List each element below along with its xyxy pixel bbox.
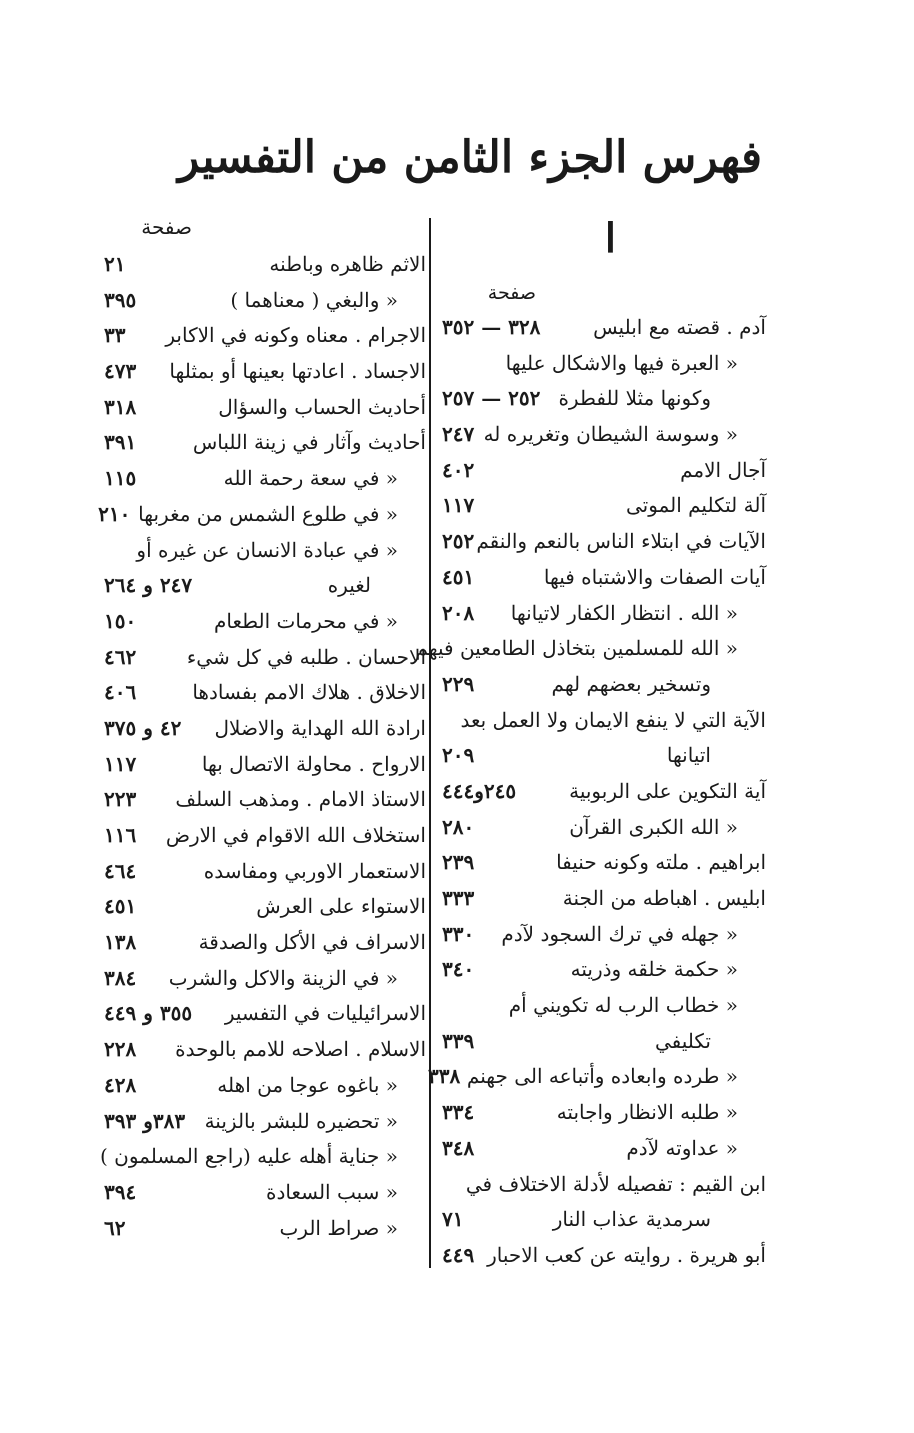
entry-text: « في محرمات الطعام [213,608,398,633]
entry-page: ٤٥١ [104,894,137,919]
entry-page: ٣٩٤ [104,1179,137,1204]
entry-page: ٢٤٧ [442,422,475,447]
index-entry [98,395,426,431]
index-entry [436,743,766,779]
index-entry [98,645,426,681]
index-entry [436,886,766,922]
entry-text: « صراط الرب [279,1215,398,1240]
index-entry [98,359,426,395]
entry-page: ٣٤٨ [442,1135,475,1160]
entry-text: لغيره [327,573,371,598]
entry-text: اتيانها [666,743,711,768]
entry-text: أبو هريرة . روايته عن كعب الاحبار [487,1242,766,1267]
index-entry [436,1172,766,1208]
index-entry [98,1037,426,1073]
entry-page: ٣٨٣و ٣٩٣ [104,1108,186,1133]
index-entry [436,779,766,815]
entry-page: ٢٤٧ و ٢٦٤ [104,573,193,598]
entry-text: « العبرة فيها والاشكال عليها [505,350,738,375]
entry-text: الاسراف في الأكل والصدقة [198,930,426,955]
entry-text: استخلاف الله الاقوام في الارض [165,823,426,847]
index-entry [436,708,766,744]
index-entry [98,1144,426,1180]
entry-text: الاستاذ الامام . ومذهب السلف [175,787,426,812]
entry-page: ٣١٨ [104,394,137,419]
page-heading-right: صفحة [487,282,536,304]
entry-text: « في عبادة الانسان عن غيره أو [136,537,398,562]
entry-page: ٣٤٠ [442,957,475,982]
entry-text: أحاديث وآثار في زينة اللباس [192,430,426,455]
entry-page: ٢٥٢ [442,529,475,554]
entry-text: ابن القيم : تفصيله لأدلة الاختلاف في [465,1171,766,1196]
entry-page: ١١٦ [104,823,137,847]
entry-text: « في طلوع الشمس من مغربها [138,501,398,526]
index-entry [98,466,426,502]
index-entry [98,859,426,895]
entry-text: « الله الكبرى القرآن [569,814,738,839]
entry-page: ٢٨٠ [442,814,475,839]
entry-text: الاجساد . اعادتها بعينها أو بمثلها [169,359,426,384]
entry-page: ٢٠٨ [442,600,475,625]
entry-page: ٤٦٢ [104,644,137,669]
entry-text: الارواح . محاولة الاتصال بها [201,751,426,776]
section-letter: ا [604,215,616,262]
entry-page: ٢٢٣ [104,787,137,812]
entry-text: « جهله في ترك السجود لآدم [501,921,738,946]
index-entry [436,1029,766,1065]
entry-text: آدم . قصته مع ابليس [593,315,766,339]
index-entry [428,1064,766,1100]
index-entry [436,1243,766,1279]
entry-text: وتسخير بعضهم لهم [551,671,711,696]
entry-page: ٣٣٩ [442,1028,475,1053]
entry-page: ٢٠٩ [442,743,475,768]
entry-page: ٣٩١ [104,430,137,455]
index-entry [436,922,766,958]
index-entry [98,1001,426,1037]
entry-page: ٣٣٣ [442,886,475,910]
entry-text: « والبغي ( معناهما ) [230,287,398,312]
index-entry [98,894,426,930]
index-entry [436,601,766,637]
entry-text: « وسوسة الشيطان وتغريره له [483,422,738,447]
index-entry [436,529,766,565]
index-entry [436,957,766,993]
index-entry [436,815,766,851]
index-entry [436,1100,766,1136]
index-entry [98,430,426,466]
entry-text: « في سعة رحمة الله [223,466,398,491]
index-entry [98,609,426,645]
index-entry [436,315,766,351]
entry-text: آيات الصفات والاشتباه فيها [543,564,766,589]
index-entry [98,966,426,1002]
entry-page: ٣٣٨ [428,1064,461,1089]
entry-page: ١٣٨ [104,930,137,955]
entry-text: « باغوه عوجا من اهله [217,1072,398,1097]
entry-text: ابليس . اهباطه من الجنة [562,886,766,910]
index-entry [436,1136,766,1172]
index-entry [98,1109,426,1145]
entry-page: ٢٢٩ [442,671,475,696]
index-entry [98,1180,426,1216]
index-entry [436,672,766,708]
index-entry [98,573,426,609]
index-entry [98,680,426,716]
index-entry [436,1207,766,1243]
entry-text: الاسرائيليات في التفسير [224,1001,426,1026]
entry-page: ٣٣ [104,323,126,348]
index-entry [98,538,426,574]
entry-text: « طلبه الانظار واجابته [556,1100,738,1125]
entry-text: « جناية أهله عليه (راجع المسلمون ) [99,1144,398,1169]
entry-page: ١١٧ [104,751,137,776]
entry-text: « طرده وابعاده وأتباعه الى جهنم [466,1064,738,1089]
entry-page: ٢٢٨ [104,1037,137,1062]
entry-text: « سبب السعادة [265,1179,398,1204]
entry-text: الاخلاق . هلاك الامم بفسادها [192,680,426,705]
entry-page: ٦٢ [104,1215,126,1240]
entry-text: الاثم ظاهره وباطنه [269,252,426,276]
index-entry [415,636,766,672]
index-entry [436,850,766,886]
index-entry [98,787,426,823]
entry-page: ٣٣٠ [442,921,475,946]
entry-text: الاستعمار الاوربي ومفاسده [203,858,426,883]
entry-text: آلة لتكليم الموتى [625,493,766,518]
entry-text: الاجرام . معناه وكونه في الاكابر [165,323,426,348]
entry-page: ١٥٠ [104,608,137,633]
entry-page: ٣٨٤ [104,965,137,990]
index-entry [436,993,766,1029]
entry-text: « في الزينة والاكل والشرب [168,965,398,990]
entry-text: آية التكوين على الربوبية [569,778,766,803]
entry-text: الاستواء على العرش [256,894,426,919]
entry-page: ٢٣٩ [442,850,475,875]
index-entry [436,458,766,494]
entry-text: الآية التي لا ينفع الايمان ولا العمل بعد [460,707,766,732]
entry-text: « الله للمسلمين بتخاذل الطامعين فيهم [415,636,738,661]
entry-text: أحاديث الحساب والسؤال [218,394,426,419]
entry-page: ٤٦٤ [104,858,137,883]
entry-text: « تحضيره للبشر بالزينة [204,1108,398,1133]
index-entry [98,716,426,752]
entry-page: ٣٢٨ — ٣٥٢ [442,315,541,339]
page-title: فهرس الجزء الثامن من التفسير [178,132,762,183]
entry-text: الآيات في ابتلاء الناس بالنعم والنقم [476,529,766,554]
index-entry [436,422,766,458]
entry-text: تكليفي [654,1028,711,1053]
entry-text: ارادة الله الهداية والاضلال [214,715,426,740]
index-entry [98,252,426,288]
index-entry [98,930,426,966]
index-entry [436,565,766,601]
entry-page: ٤٥١ [442,564,475,589]
entry-page: ١١٥ [104,466,137,491]
column-divider [429,218,431,1268]
entry-text: « عداوته لآدم [626,1135,738,1160]
index-entry [98,1216,426,1252]
entry-page: ٤٤٩ [442,1242,475,1267]
entry-page: ٤٧٣ [104,359,137,384]
index-entry [98,1073,426,1109]
entry-text: « حكمة خلقه وذريته [570,957,738,982]
index-entry [436,351,766,387]
entry-text: الاحسان . طلبه في كل شيء [186,644,426,669]
entry-page: ٤٠٦ [104,680,137,705]
index-entry [98,502,426,538]
entry-page: ٤٢٨ [104,1072,137,1097]
index-entry [98,823,426,859]
entry-page: ٢١ [104,252,126,276]
index-entry [98,323,426,359]
entry-text: سرمدية عذاب النار [552,1207,711,1232]
index-entry [98,288,426,324]
entry-text: « خطاب الرب له تكويني أم [508,993,738,1018]
index-entry [436,493,766,529]
left-entries [98,252,426,1251]
entry-page: ٤٠٢ [442,457,475,482]
entry-page: ٢٤٥و٤٤٤ [442,778,517,803]
index-entry [436,386,766,422]
entry-text: الاسلام . اصلاحه للامم بالوحدة [175,1037,426,1062]
entry-text: « الله . انتظار الكفار لاتيانها [510,600,738,625]
entry-page: ٣٥٥ و ٤٤٩ [104,1001,193,1026]
entry-page: ٧١ [442,1207,464,1232]
entry-page: ٢١٠ [98,501,131,526]
entry-page: ٣٩٥ [104,287,137,312]
entry-text: آجال الامم [680,457,766,482]
entry-page: ٤٢ و ٣٧٥ [104,715,182,740]
entry-page: ٣٣٤ [442,1100,475,1125]
index-entry [98,752,426,788]
page-heading-left: صفحة [141,215,192,239]
right-entries [415,315,766,1279]
entry-text: وكونها مثلا للفطرة [558,386,711,411]
entry-text: ابراهيم . ملته وكونه حنيفا [556,850,766,875]
entry-page: ١١٧ [442,493,475,518]
entry-page: ٢٥٢ — ٢٥٧ [442,386,541,411]
